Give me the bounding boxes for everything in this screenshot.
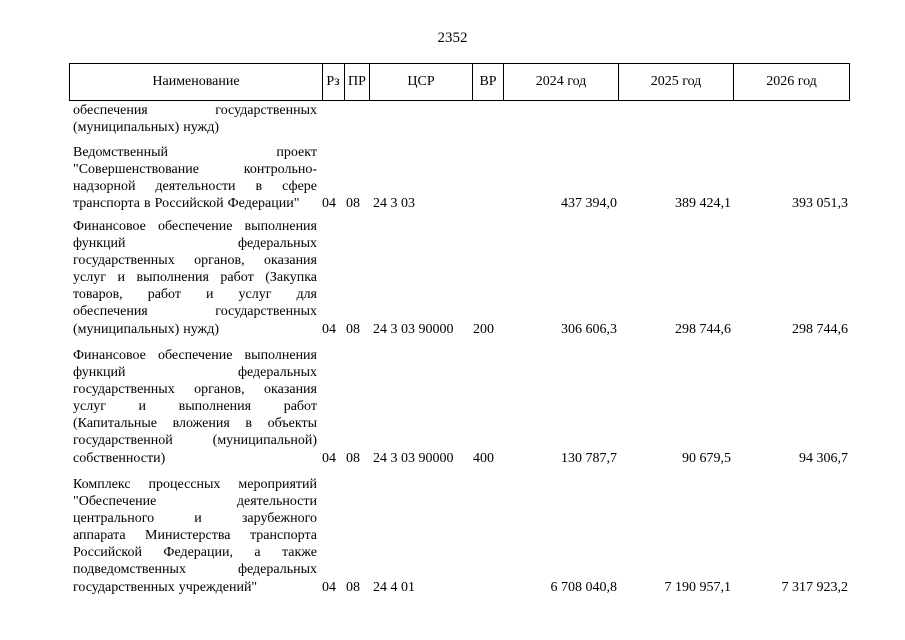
row-2025: 90 679,5: [682, 450, 731, 466]
row-2024: 437 394,0: [561, 196, 617, 212]
row-name-line: товаров, работ и услуг для: [73, 287, 317, 303]
row-name-line: функций федеральных: [73, 236, 317, 252]
row-2026: 393 051,3: [792, 196, 848, 212]
row-name-line: государственных органов, оказания: [73, 253, 317, 269]
row-csr: 24 4 01: [373, 579, 415, 595]
header-2026: 2026 год: [766, 74, 817, 89]
header-csr: ЦСР: [407, 74, 435, 89]
row-name-line: "Совершенствование контрольно-: [73, 162, 317, 178]
row-name: [73, 476, 317, 596]
row-name-line: "Обеспечение деятельности: [73, 494, 317, 510]
row-name: [73, 347, 317, 467]
row-name-line: услуг и выполнения работ: [73, 399, 317, 415]
row-csr: 24 3 03 90000: [373, 450, 454, 466]
row-name-line: государственных учреждений": [73, 579, 258, 595]
row-pr: 08: [346, 450, 360, 466]
row-name-line: государственных органов, оказания: [73, 382, 317, 398]
row-name-line: Финансовое обеспечение выполнения: [73, 348, 317, 363]
row-name-line: Ведомственный проект: [73, 145, 317, 160]
header-name: Наименование: [152, 74, 240, 89]
row-pr: 08: [346, 579, 360, 595]
row-name-line: надзорной деятельности в сфере: [73, 179, 317, 195]
row-2025: 298 744,6: [675, 321, 731, 337]
row-name-line: аппарата Министерства транспорта: [73, 528, 317, 544]
row-2026: 7 317 923,2: [781, 579, 848, 595]
row-2024: 6 708 040,8: [550, 579, 617, 595]
row-name-line: центрального и зарубежного: [73, 511, 317, 527]
row-2024: 130 787,7: [561, 450, 617, 466]
row-name-line: транспорта в Российской Федерации": [73, 196, 300, 212]
row-name-line: Комплекс процессных мероприятий: [73, 477, 317, 492]
row-pr: 08: [346, 321, 360, 337]
row-name-line: функций федеральных: [73, 365, 317, 381]
header-pr: ПР: [348, 74, 366, 89]
row-2026: 298 744,6: [792, 321, 848, 337]
row-name-line: подведомственных федеральных: [73, 562, 317, 578]
row-2025: 389 424,1: [675, 196, 731, 212]
row-name-line: собственности): [73, 450, 166, 466]
row-rz: 04: [322, 579, 336, 595]
row-csr: 24 3 03: [373, 196, 415, 212]
row-vr: 400: [473, 450, 494, 466]
row-rz: 04: [322, 196, 336, 212]
row-name-line: Российской Федерации, а также: [73, 545, 317, 561]
row-name-line: обеспечения государственных: [73, 103, 317, 118]
row-vr: 200: [473, 321, 494, 337]
table-header: [69, 63, 850, 101]
row-name-line: (Капитальные вложения в объекты: [73, 416, 317, 432]
row-name-line: обеспечения государственных: [73, 304, 317, 320]
row-name-line: (муниципальных) нужд): [73, 321, 220, 337]
row-name: [73, 102, 317, 136]
row-2025: 7 190 957,1: [664, 579, 731, 595]
row-csr: 24 3 03 90000: [373, 321, 454, 337]
row-2024: 306 606,3: [561, 321, 617, 337]
row-rz: 04: [322, 321, 336, 337]
row-name: [73, 218, 317, 338]
row-name: [73, 144, 317, 212]
row-pr: 08: [346, 196, 360, 212]
row-name-line: услуг и выполнения работ (Закупка: [73, 270, 317, 286]
header-rz: Рз: [326, 74, 340, 89]
row-2026: 94 306,7: [799, 450, 848, 466]
row-name-line: (муниципальных) нужд): [73, 120, 220, 136]
page-number: 2352: [437, 30, 468, 46]
header-2025: 2025 год: [650, 74, 702, 89]
row-name-line: Финансовое обеспечение выполнения: [73, 219, 317, 234]
header-2024: 2024 год: [535, 74, 587, 89]
row-rz: 04: [322, 450, 336, 466]
row-name-line: государственной (муниципальной): [73, 433, 317, 449]
header-vr: ВР: [479, 74, 497, 89]
